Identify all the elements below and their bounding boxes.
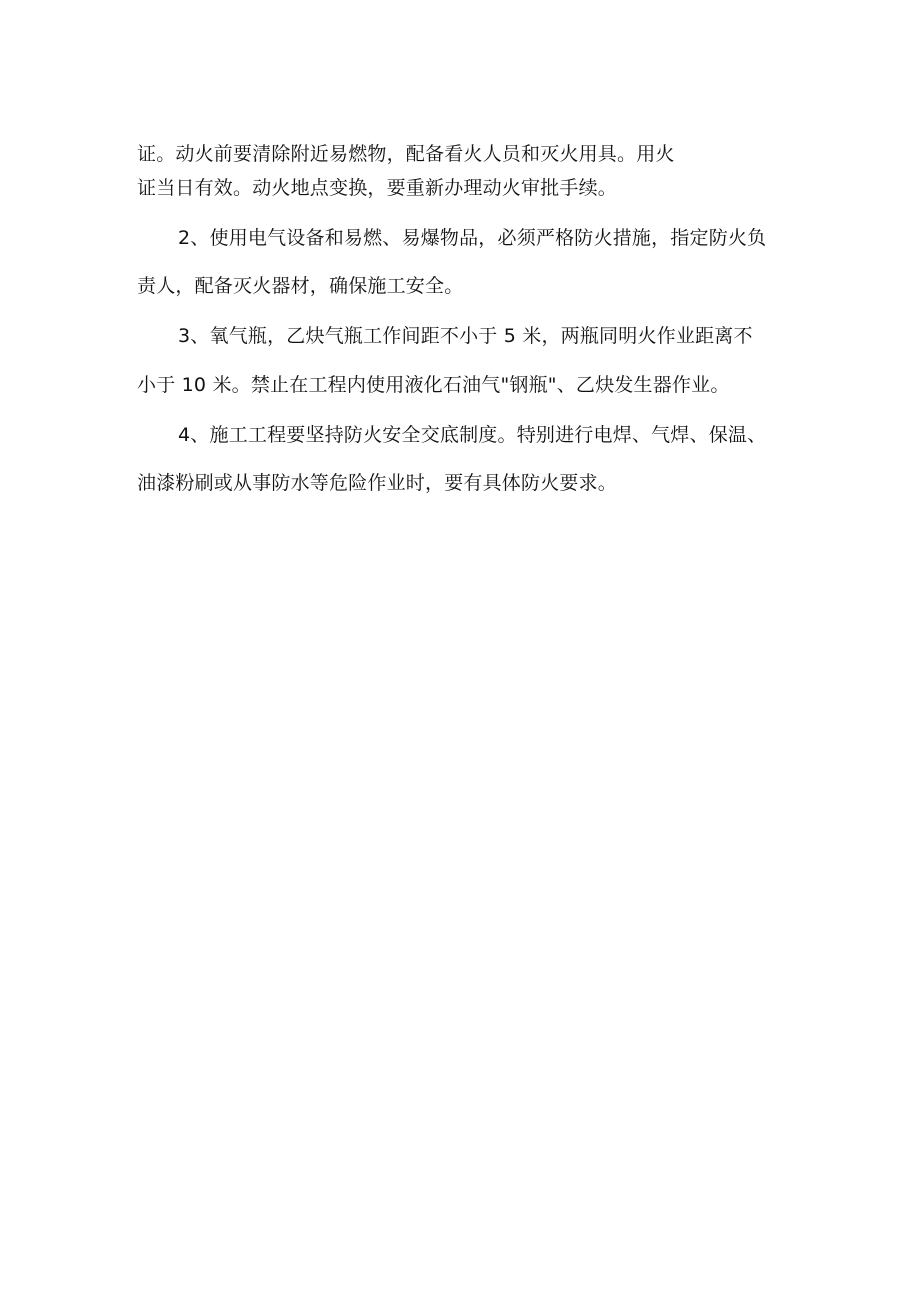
- paragraph-1-line-1: 证。动火前要清除附近易燃物，配备看火人员和灭火用具。用火: [137, 143, 675, 165]
- paragraph-4-line-1: 4、施工工程要坚持防火安全交底制度。特别进行电焊、气焊、保温、: [178, 424, 767, 446]
- paragraph-3-line-1: 3、氧气瓶，乙炔气瓶工作间距不小于 5 米，两瓶同明火作业距离不: [178, 325, 753, 347]
- paragraph-2-line-2: 责人，配备灭火器材，确保施工安全。: [137, 275, 464, 297]
- paragraph-3-line-2: 小于 10 米。禁止在工程内使用液化石油气"钢瓶"、乙炔发生器作业。: [137, 374, 730, 396]
- paragraph-4-line-2: 油漆粉刷或从事防水等危险作业时，要有具体防火要求。: [137, 472, 618, 494]
- paragraph-1-line-2: 证当日有效。动火地点变换，要重新办理动火审批手续。: [137, 177, 618, 199]
- paragraph-2-line-1: 2、使用电气设备和易燃、易爆物品，必须严格防火措施，指定防火负: [178, 227, 767, 249]
